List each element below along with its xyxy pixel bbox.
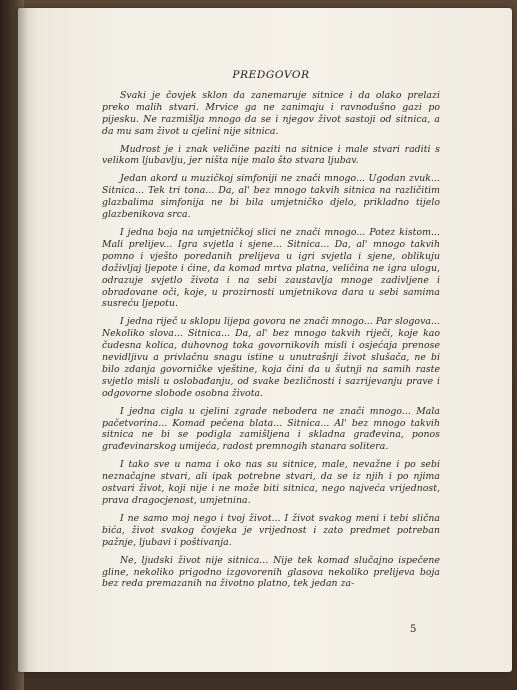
page-gutter-shadow [18,8,28,672]
paragraph: Jedan akord u muzičkoj simfoniji ne znači mnogo... Ugodan zvuk... Sitnica... Tek tri tona... Da, al' bez mnogo takvih sitnica na različitim glazbalima simfonija ne bi bila umjetničko djelo, prikladno tijelo glazbenikova srca. [102,173,440,221]
book-page [18,8,512,672]
text-column [102,70,440,596]
paragraph: I tako sve u nama i oko nas su sitnice, male, nevažne i po sebi neznačajne stvari, ali ipak potrebne stvari, da se iz njih i po njima ostvari život, koji nije i ne može biti sitnica, nego najveća vrijednost, prava dragocjenost, umjetnina. [102,459,440,506]
paragraph: I ne samo moj nego i tvoj život... I život svakog meni i tebi slična bića, život svakog čovjeka je vrijednost i zato predmet potreban pažnje, ljubavi i poštivanja. [102,512,440,548]
paragraph: Svaki je čovjek sklon da zanemaruje sitnice i da olako prelazi preko malih stvari. Mrvice ga ne zanimaju i ravnodušno gazi po pijesku. Ne razmišlja mnogo da se i njegov život sastoji od sitnica, a da mu sam život u cjelini nije sitnica. [102,89,440,137]
paragraph: I jedna boja na umjetničkoj slici ne znači mnogo... Potez kistom... Mali prelijev... Igra svjetla i sjene... Sitnica... Da, al' mnogo takvih pomno i vješto poredanih prelijeva u igri svjetla i sjene, oblikuju doživljaj ljepote i ćine, da komad mrtva platna, veličina ne igra ulogu, odrazuje svjetlo života i na sebi zaustavlja mnoge zadivljene i obradovane oči, koje, u prozirnosti umjetnikova dara u sebi samima susreću ljepotu. [102,226,440,310]
paragraph: I jedna cigla u cjelini zgrade nebodera ne znači mnogo... Mala pačetvorina... Komad pečena blata... Sitnica... Al' bez mnogo takvih sitnica ne bi se podigla zamišljena i skladna građevina, ponos građevinarskog umijeća, radost premnogih stanara solitera. [102,405,440,453]
chapter-title: PREDGOVOR [232,69,310,81]
page-number: 5 [410,624,417,635]
paragraph: I jedna riječ u sklopu lijepa govora ne znači mnogo... Par slogova... Nekoliko slova... Sitnica... Da, al' bez mnogo takvih riječi, koje kao čudesna kolica, duhovnog toka govornikovih misli i osjećaja prenose nevidljivu a privlačnu snagu istine u unutrašnji život slušača, ne bi bilo zdanja govorničke vještine, koja čini da u šutnji na samih raste svjetlo misli u oslobađanju, od svake bezličnosti i sazrijevanju prave i odgovorne slobode osobna života. [102,316,440,399]
paragraph: Ne, ljudski život nije sitnica... Nije tek komad slučajno ispečene gline, nekoliko prigodno izgovorenih glasova nekoliko prelijeva boja bez reda premazanih na životno platno, tek jedan za- [102,554,440,590]
paragraph: Mudrost je i znak veličine paziti na sitnice i male stvari raditi s velikom ljubavlju, jer ništa nije malo što stvara ljubav. [102,143,440,167]
